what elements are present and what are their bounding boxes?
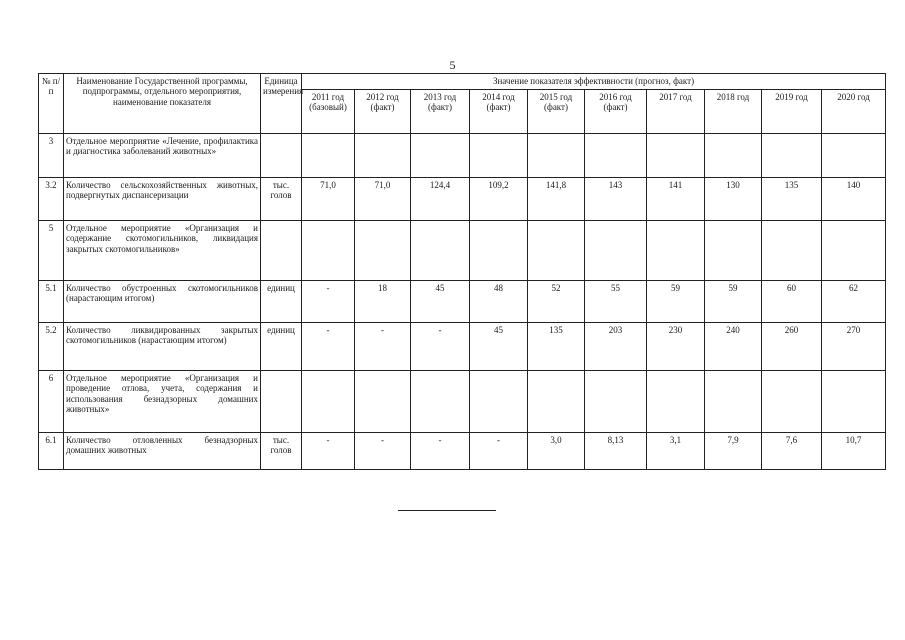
row-value [411,221,470,281]
row-value: 230 [647,323,705,371]
row-value: 59 [705,281,762,323]
row-unit: тыс. голов [261,178,302,221]
row-value: 60 [762,281,822,323]
row-name: Количество ликвидированных закрытых скотомогильников (нарастающим итогом) [64,323,261,371]
row-value [470,134,528,178]
row-name: Отдельное мероприятие «Лечение, профилактика и диагностика заболеваний животных» [64,134,261,178]
row-value: 3,0 [528,433,585,470]
header-year: 2011 год (базовый) [302,90,355,134]
row-name: Отдельное мероприятие «Организация и проведение отлова, учета, содержания и использования безнадзорных домашних животных» [64,371,261,433]
row-value [355,134,411,178]
row-value [762,371,822,433]
header-year: 2014 год (факт) [470,90,528,134]
row-value [705,371,762,433]
row-value [822,221,886,281]
header-year: 2020 год [822,90,886,134]
row-value [302,221,355,281]
header-unit: Единица измерения [261,74,302,134]
row-num: 5.1 [39,281,64,323]
header-year: 2018 год [705,90,762,134]
row-value: 130 [705,178,762,221]
row-value [705,134,762,178]
row-value: 45 [470,323,528,371]
row-unit: тыс. голов [261,433,302,470]
row-value: 8,13 [585,433,647,470]
row-num: 6 [39,371,64,433]
row-value: - [470,433,528,470]
header-year: 2015 год (факт) [528,90,585,134]
row-num: 3.2 [39,178,64,221]
row-unit [261,371,302,433]
row-value [762,221,822,281]
table-row [39,281,886,323]
header-year: 2016 год (факт) [585,90,647,134]
row-value [585,134,647,178]
header-values: Значение показателя эффективности (прогноз, факт) [302,74,886,90]
row-value: - [411,433,470,470]
row-name: Количество отловленных безнадзорных домашних животных [64,433,261,470]
row-value: 140 [822,178,886,221]
row-value: - [302,323,355,371]
row-value [355,371,411,433]
row-value [470,371,528,433]
table-row [39,323,886,371]
table-row [39,178,886,221]
row-value: 7,9 [705,433,762,470]
row-value [585,221,647,281]
header-year: 2017 год [647,90,705,134]
row-value: 62 [822,281,886,323]
row-value: 7,6 [762,433,822,470]
row-value: - [302,281,355,323]
row-name: Количество сельскохозяйственных животных, подвергнутых диспансеризации [64,178,261,221]
row-value: 141 [647,178,705,221]
row-value: 270 [822,323,886,371]
row-value [822,134,886,178]
row-value [355,221,411,281]
row-value [528,221,585,281]
table-row [39,371,886,433]
row-value: 135 [528,323,585,371]
row-value [822,371,886,433]
row-value: - [355,323,411,371]
row-value: 141,8 [528,178,585,221]
header-name: Наименование Государственной программы, подпрограммы, отдельного мероприятия, наименование показателя [64,74,261,134]
row-num: 3 [39,134,64,178]
row-value [470,221,528,281]
row-value: 45 [411,281,470,323]
row-value [705,221,762,281]
row-value: 71,0 [302,178,355,221]
row-value: 18 [355,281,411,323]
row-value: 124,4 [411,178,470,221]
row-name: Отдельное мероприятие «Организация и содержание скотомогильников, ликвидация закрытых скотомогильников» [64,221,261,281]
row-num: 5 [39,221,64,281]
header-year: 2013 год (факт) [411,90,470,134]
row-unit: единиц [261,281,302,323]
row-value: - [411,323,470,371]
row-value [528,371,585,433]
table-row [39,221,886,281]
header-num: № п/п [39,74,64,134]
row-value: 59 [647,281,705,323]
header-year: 2019 год [762,90,822,134]
row-value [411,134,470,178]
row-value [411,371,470,433]
row-value: - [302,433,355,470]
row-value [762,134,822,178]
table-row [39,433,886,470]
indicators-table [38,73,886,470]
row-value: 48 [470,281,528,323]
row-value [647,134,705,178]
row-value: 135 [762,178,822,221]
row-unit [261,221,302,281]
row-value: 55 [585,281,647,323]
row-unit: единиц [261,323,302,371]
row-num: 5.2 [39,323,64,371]
row-value: 52 [528,281,585,323]
row-value: 10,7 [822,433,886,470]
row-value: 260 [762,323,822,371]
closing-rule-line [398,510,496,511]
row-unit [261,134,302,178]
header-year: 2012 год (факт) [355,90,411,134]
row-value [528,134,585,178]
row-num: 6.1 [39,433,64,470]
row-value: 3,1 [647,433,705,470]
table-row [39,134,886,178]
row-value: 71,0 [355,178,411,221]
row-value [647,371,705,433]
row-value: 109,2 [470,178,528,221]
page-number: 5 [449,58,456,72]
row-value [647,221,705,281]
row-name: Количество обустроенных скотомогильников (нарастающим итогом) [64,281,261,323]
row-value: 203 [585,323,647,371]
row-value: 240 [705,323,762,371]
row-value [585,371,647,433]
row-value [302,371,355,433]
row-value: - [355,433,411,470]
row-value [302,134,355,178]
row-value: 143 [585,178,647,221]
